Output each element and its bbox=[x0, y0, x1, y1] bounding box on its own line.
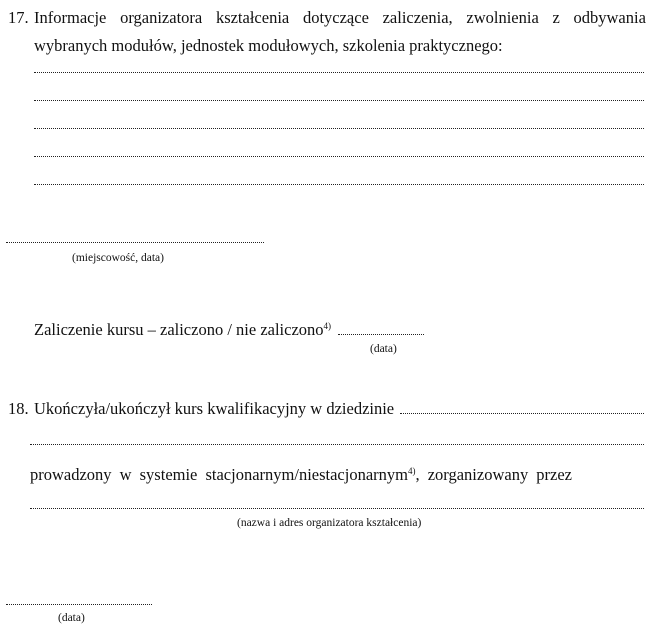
credit-footnote: 4) bbox=[323, 321, 332, 331]
section-18-line-1: Ukończyła/ukończył kurs kwalifikacyjny w dziedzinie bbox=[34, 399, 395, 418]
field-organizer[interactable] bbox=[30, 508, 644, 509]
place-date-field[interactable] bbox=[6, 242, 264, 243]
word: kształcenia bbox=[215, 8, 290, 27]
field-domain[interactable] bbox=[400, 413, 644, 414]
word: zorganizowany bbox=[427, 465, 529, 484]
fill-line-2[interactable] bbox=[34, 100, 644, 101]
word: z bbox=[552, 8, 560, 27]
bottom-date-caption: (data) bbox=[58, 612, 85, 624]
word: zaliczenia, bbox=[382, 8, 453, 27]
section-17-number: 17. bbox=[8, 8, 29, 27]
section-18-line-3 bbox=[30, 465, 572, 485]
fill-line-1[interactable] bbox=[34, 72, 644, 73]
bottom-date-field[interactable] bbox=[6, 604, 152, 605]
credit-text: Zaliczenie kursu – zaliczono / nie zaliczono bbox=[34, 320, 324, 339]
word: dotyczące bbox=[302, 8, 369, 27]
section-17-line-2: wybranych modułów, jednostek modułowych, szkolenia praktycznego: bbox=[34, 36, 503, 55]
credit-date-field[interactable] bbox=[338, 334, 424, 335]
place-date-caption: (miejscowość, data) bbox=[72, 252, 164, 264]
word: organizatora bbox=[120, 8, 203, 27]
word: odbywania bbox=[573, 8, 646, 27]
credit-date-caption: (data) bbox=[370, 343, 397, 355]
field-domain-continued[interactable] bbox=[30, 444, 644, 445]
word: Informacje bbox=[34, 8, 107, 27]
fill-line-5[interactable] bbox=[34, 184, 644, 185]
word: w bbox=[119, 465, 132, 484]
section-18-number: 18. bbox=[8, 399, 29, 418]
organizer-caption: (nazwa i adres organizatora kształcenia) bbox=[237, 517, 422, 529]
credit-line bbox=[34, 320, 424, 340]
fill-line-3[interactable] bbox=[34, 128, 644, 129]
mode-footnote: 4) bbox=[408, 466, 416, 476]
fill-line-4[interactable] bbox=[34, 156, 644, 157]
word: przez bbox=[536, 465, 572, 484]
word: prowadzony bbox=[30, 465, 112, 484]
word: systemie bbox=[139, 465, 198, 484]
word: zwolnienia bbox=[466, 8, 539, 27]
section-17-line-1 bbox=[34, 8, 646, 28]
word-with-footnote: stacjonarnym/niestacjonarnym$^{4)}$, bbox=[205, 465, 420, 484]
